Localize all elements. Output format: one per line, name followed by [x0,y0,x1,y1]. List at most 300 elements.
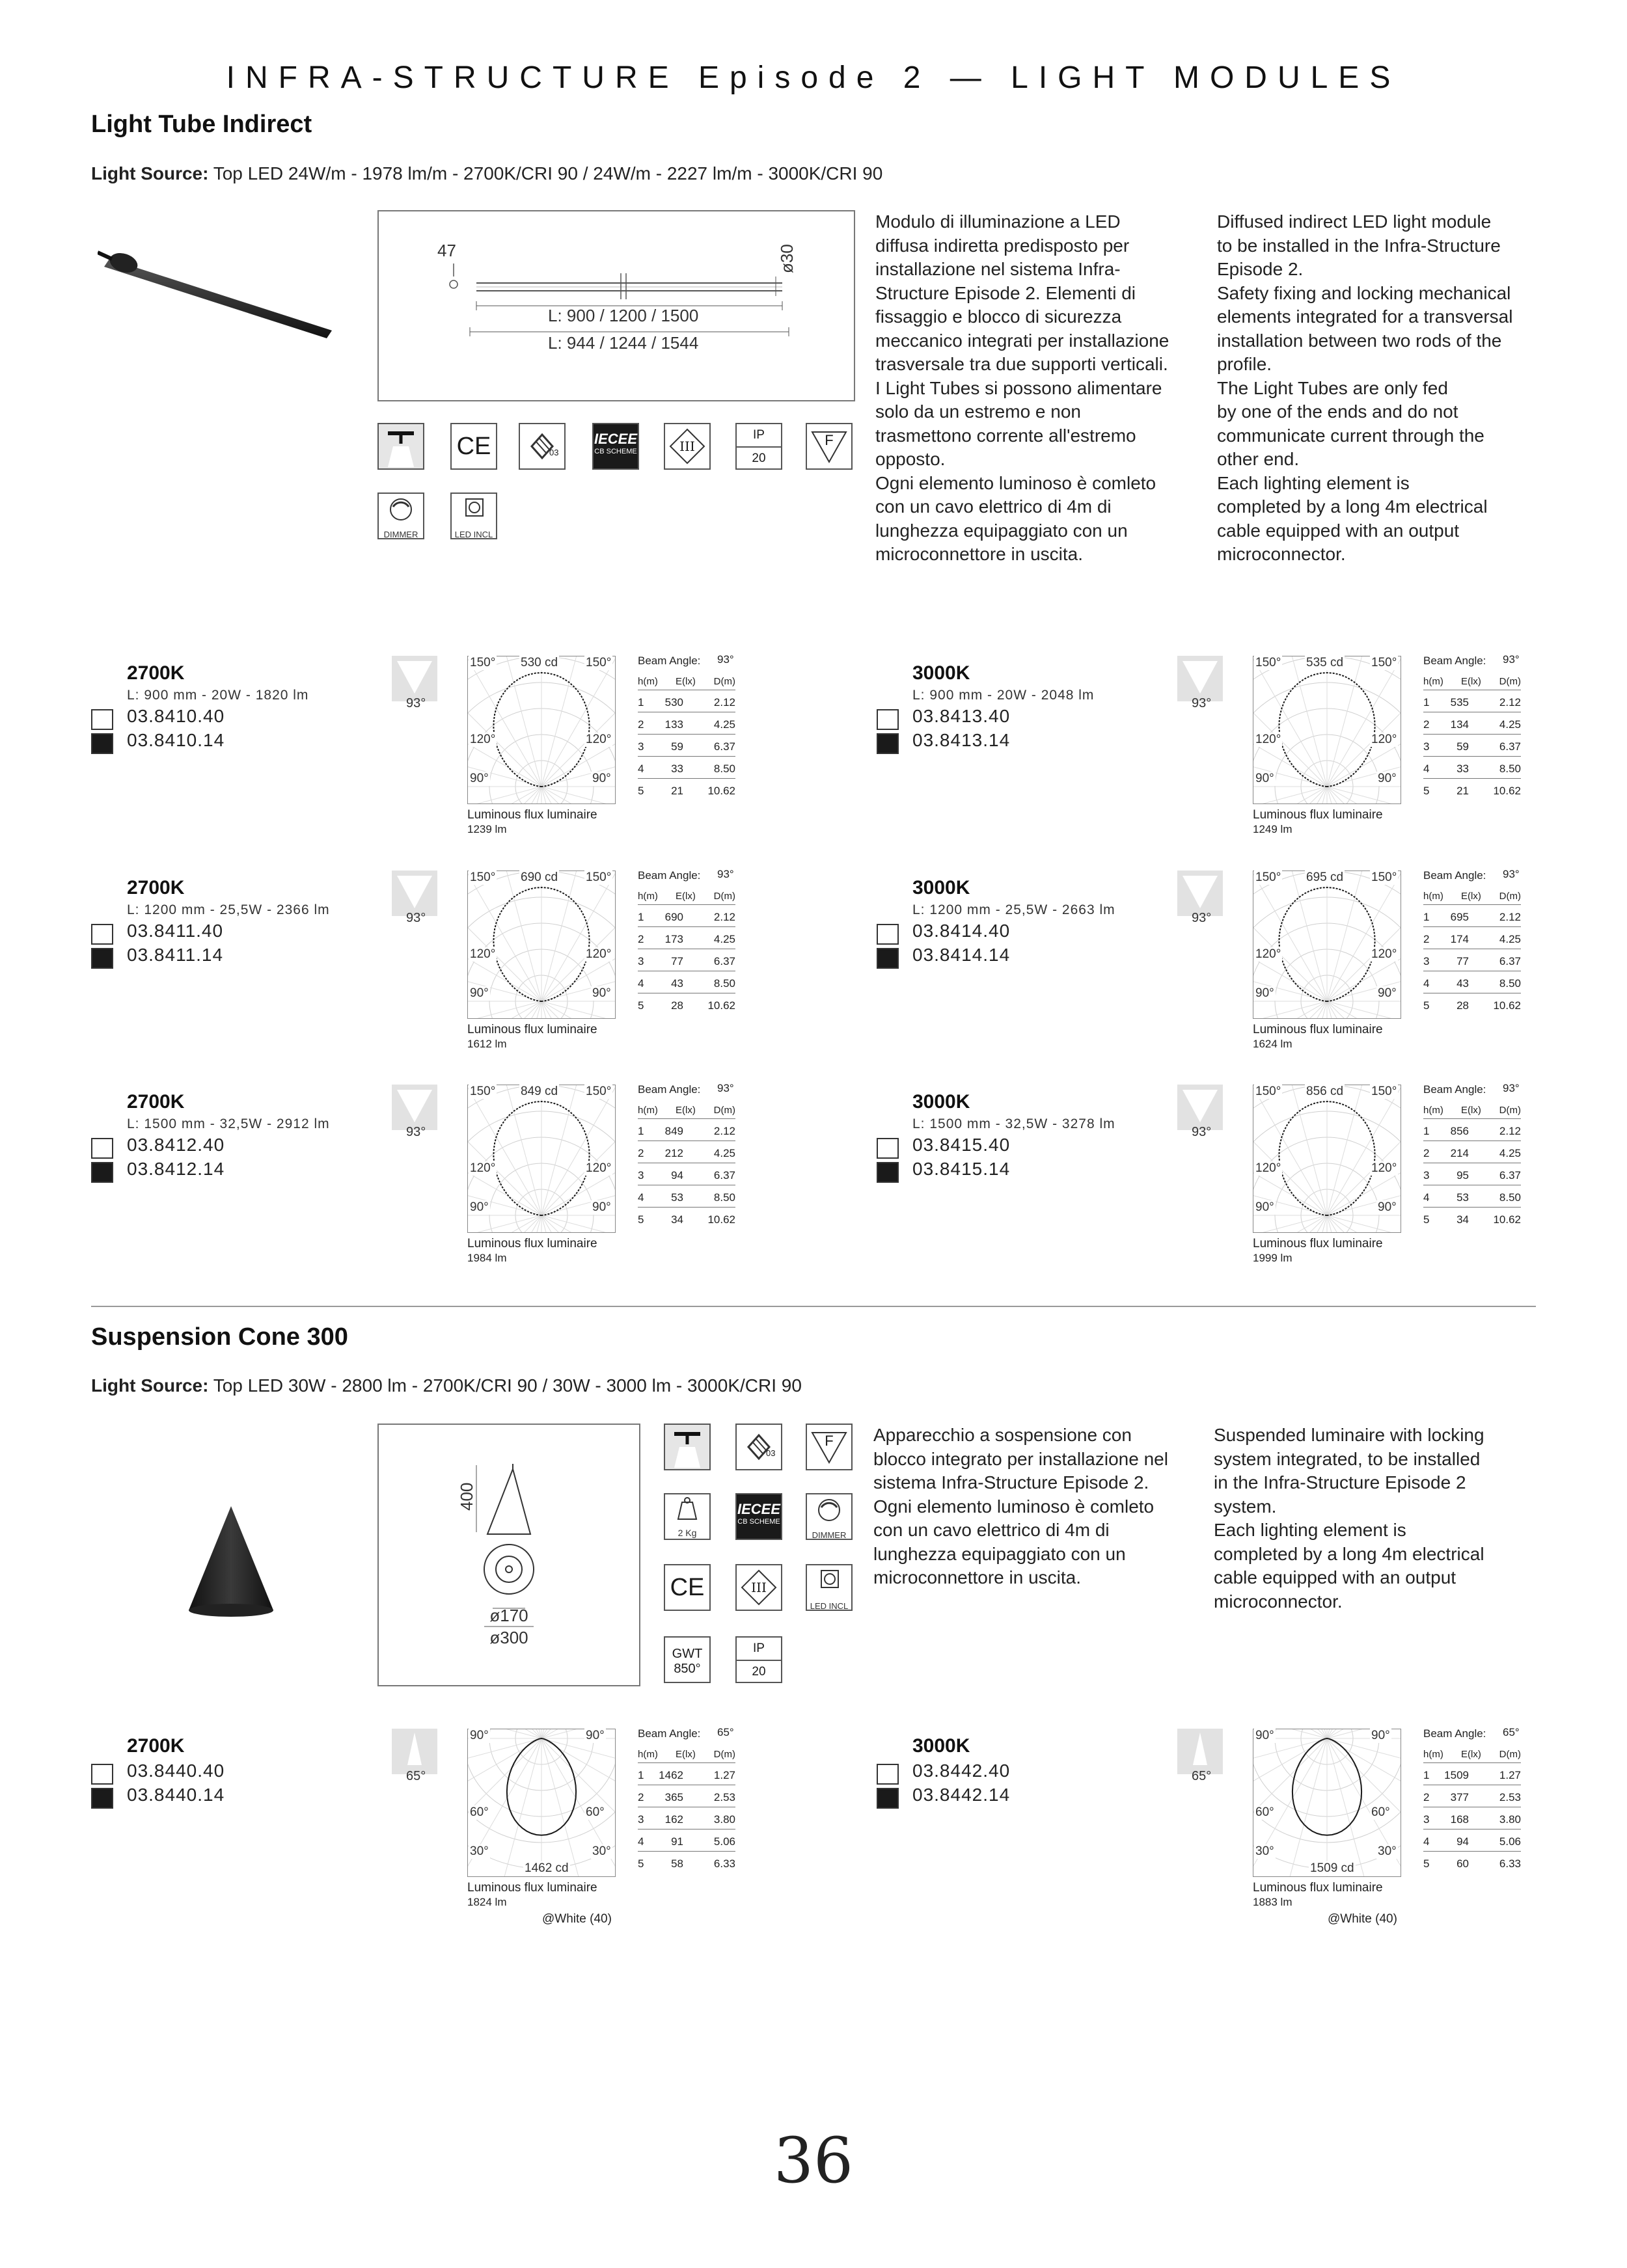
candela-value: 535 cd [1306,656,1344,669]
polar-angle-top-left: 150° [1255,1085,1281,1098]
spec-text: L: 1200 mm - 25,5W - 2366 lm [127,902,330,917]
height-cell: 5 [638,999,644,1012]
illuminance-cell: 377 [1450,1791,1469,1803]
illuminance-cell: 365 [664,1791,683,1803]
black-finish-swatch [877,1162,899,1183]
suspension-mount-icon [377,423,424,470]
beam-angle-value: 93° [717,868,734,880]
luminous-flux-value: 1249 lm [1253,823,1292,835]
polar-angle-top-right: 90° [1371,1729,1390,1742]
photometric-table [638,668,735,804]
black-finish-swatch [91,1788,113,1809]
height-cell: 2 [1423,1791,1430,1803]
diameter-cell: 8.50 [713,1191,735,1204]
height-cell: 2 [1423,1147,1430,1159]
tube-light-source: Light Source: Top LED 24W/m - 1978 lm/m - 2700K/CRI 90 / 24W/m - 2227 lm/m - 3000K/CRI 90 [91,163,883,183]
diameter-cell: 10.62 [1493,999,1521,1012]
diameter-cell: 4.25 [713,1147,735,1159]
kelvin-label: 3000K [912,877,970,898]
table-row [638,1185,735,1208]
black-finish-swatch [91,948,113,969]
beam-icon-value: 93° [406,911,426,925]
photometric-table-header [638,668,735,690]
black-finish-swatch [877,948,899,969]
diameter-cell: 10.62 [707,999,735,1012]
page-title: INFRA-STRUCTURE Episode 2 — LIGHT MODULES [226,61,1401,95]
white-finish-swatch [91,1764,113,1785]
polar-angle-mid-left: 60° [1255,1805,1274,1819]
cone-ip-rating-icon: IP 20 [735,1636,782,1683]
candela-value: 690 cd [521,871,558,884]
cone-technical-drawing [377,1424,640,1686]
illuminance-cell: 530 [664,696,683,709]
candela-value: 856 cd [1306,1085,1344,1098]
height-cell: 3 [638,1813,644,1826]
polar-angle-mid-right: 120° [586,733,612,746]
diameter-cell: 10.62 [707,1213,735,1226]
table-row [638,993,735,1015]
height-cell: 4 [638,763,644,775]
height-cell: 5 [638,1213,644,1226]
photometric-table-header [638,1096,735,1119]
diameter-cell: 4.25 [1499,718,1521,731]
luminous-flux-value: 1883 lm [1253,1896,1292,1908]
table-row [638,756,735,779]
tube-length-dim-2: L: 944 / 1244 / 1544 [548,333,699,353]
table-row [1423,712,1521,735]
height-cell: 1 [1423,911,1430,923]
table-row [638,1163,735,1185]
height-cell: 5 [638,785,644,797]
height-cell: 1 [638,1125,644,1137]
polar-angle-mid-right: 60° [1371,1805,1390,1819]
height-cell: 3 [1423,740,1430,753]
photometric-table [1423,882,1521,1019]
table-header-cell: E(lx) [1461,891,1481,902]
table-header-cell: h(m) [638,891,658,902]
polar-angle-top-left: 150° [1255,871,1281,884]
height-cell: 4 [638,1191,644,1204]
weight-icon: 2 Kg [664,1493,711,1540]
polar-angle-top-right: 150° [586,656,612,669]
diameter-cell: 8.50 [713,763,735,775]
diameter-cell: 8.50 [713,977,735,990]
illuminance-cell: 59 [671,740,683,753]
table-header-cell: h(m) [1423,1749,1443,1760]
kelvin-label: 2700K [127,1735,185,1757]
luminous-flux-label: Luminous flux luminaire [1253,1881,1383,1895]
diameter-cell: 6.37 [1499,955,1521,967]
diameter-cell: 8.50 [1499,1191,1521,1204]
diameter-cell: 3.80 [1499,1813,1521,1826]
illuminance-cell: 535 [1450,696,1469,709]
product-code-black: 03.8414.14 [912,945,1011,965]
polar-angle-bottom-right: 90° [1378,1200,1397,1214]
table-row [638,1762,735,1785]
table-header-cell: h(m) [1423,1105,1443,1116]
polar-angle-top-right: 150° [1371,656,1397,669]
kelvin-label: 3000K [912,1735,970,1757]
illuminance-cell: 849 [664,1125,683,1137]
led-incl-icon: LED INCL [450,493,497,539]
table-header-cell: E(lx) [1461,1105,1481,1116]
beam-angle-label: Beam Angle: [638,655,701,667]
table-row [638,1829,735,1852]
cone-dimmer-icon: DIMMER [806,1493,853,1540]
candela-value: 849 cd [521,1085,558,1098]
illuminance-cell: 94 [1456,1835,1469,1848]
luminous-flux-value: 1824 lm [467,1896,507,1908]
polar-angle-mid-left: 60° [470,1805,489,1819]
illuminance-cell: 168 [1450,1813,1469,1826]
illuminance-cell: 77 [1456,955,1469,967]
table-row [1423,1807,1521,1829]
table-row [638,1141,735,1163]
table-row [1423,734,1521,757]
tube-diameter-dim: ø30 [777,244,797,273]
table-header-cell: D(m) [713,891,735,902]
illuminance-cell: 162 [664,1813,683,1826]
kelvin-label: 2700K [127,877,185,898]
illuminance-cell: 43 [1456,977,1469,990]
diameter-cell: 4.25 [713,718,735,731]
spec-text: L: 1500 mm - 32,5W - 3278 lm [912,1116,1115,1131]
table-row [1423,1785,1521,1807]
luminous-flux-label: Luminous flux luminaire [1253,1237,1383,1250]
table-row [1423,1163,1521,1185]
polar-angle-bottom-right: 30° [592,1844,611,1858]
beam-angle-value: 93° [1503,653,1520,666]
table-header-cell: E(lx) [676,676,696,687]
ce-mark-icon: CE [450,423,497,470]
beam-angle-label: Beam Angle: [1423,1727,1486,1740]
beam-angle-icon [1177,871,1223,916]
product-code-white: 03.8410.40 [127,706,225,726]
diameter-cell: 4.25 [713,933,735,945]
kelvin-label: 2700K [127,662,185,684]
product-code-white: 03.8412.40 [127,1135,225,1155]
table-row [1423,1118,1521,1141]
polar-angle-mid-left: 120° [470,1161,496,1175]
black-finish-swatch [91,733,113,754]
table-header-cell: D(m) [1499,1105,1521,1116]
polar-angle-top-right: 150° [1371,871,1397,884]
illuminance-cell: 28 [671,999,683,1012]
beam-icon-value: 65° [1192,1769,1212,1783]
beam-angle-label: Beam Angle: [1423,655,1486,667]
diameter-cell: 6.37 [713,1169,735,1181]
table-row [1423,778,1521,800]
beam-angle-icon [392,1729,437,1774]
illuminance-cell: 174 [1450,933,1469,945]
luminous-flux-value: 1239 lm [467,823,507,835]
cone-diameter-dim-2: ø300 [489,1628,528,1647]
candela-value: 695 cd [1306,871,1344,884]
diameter-cell: 2.12 [713,1125,735,1137]
illuminance-cell: 34 [1456,1213,1469,1226]
beam-icon-value: 93° [1192,1125,1212,1139]
height-cell: 4 [1423,1191,1430,1204]
illuminance-cell: 95 [1456,1169,1469,1181]
beam-icon-value: 93° [1192,696,1212,710]
beam-angle-icon [1177,1729,1223,1774]
beam-cone-icon [392,1085,437,1130]
kelvin-label: 3000K [912,662,970,684]
table-row [1423,926,1521,949]
illuminance-cell: 134 [1450,718,1469,731]
product-code-black: 03.8410.14 [127,730,225,750]
height-cell: 5 [638,1857,644,1870]
diameter-cell: 6.37 [1499,740,1521,753]
height-cell: 2 [638,1147,644,1159]
polar-angle-bottom-right: 90° [592,1200,611,1214]
cone-diameter-dim-1: ø170 [489,1606,528,1625]
tube-description-en: Diffused indirect LED light module to be installed in the Infra-Structure Episode 2. Safety fixing and locking mechanical elements integrated for a transversal installation between two rods of the profile. The Light Tubes are only fed by one of the ends and do not communicate current through the other end. Each lighting element is completed by a long 4m electrical cable equipped with an output microconnector. [1217,211,1513,564]
white-finish-swatch [877,1138,899,1159]
polar-angle-bottom-left: 90° [1255,1200,1274,1214]
candela-value: 530 cd [521,656,558,669]
illuminance-cell: 28 [1456,999,1469,1012]
photometric-table-header [638,1740,735,1763]
beam-icon-value: 93° [1192,911,1212,925]
beam-angle-label: Beam Angle: [638,1727,701,1740]
beam-icon-value: 93° [406,696,426,710]
beam-icon-value: 93° [406,1125,426,1139]
polar-angle-mid-right: 120° [1371,1161,1397,1175]
table-row [638,1785,735,1807]
table-header-cell: h(m) [1423,676,1443,687]
height-cell: 3 [638,740,644,753]
height-cell: 5 [1423,1857,1430,1870]
kelvin-label: 3000K [912,1091,970,1113]
polar-angle-mid-right: 120° [586,1161,612,1175]
luminous-flux-label: Luminous flux luminaire [467,1023,597,1036]
luminous-flux-value: 1612 lm [467,1038,507,1050]
white-finish-swatch [877,924,899,945]
photometric-table [1423,668,1521,804]
photometric-table [1423,1740,1521,1877]
product-code-white: 03.8415.40 [912,1135,1011,1155]
product-code-white: 03.8440.40 [127,1761,225,1781]
height-cell: 3 [1423,1169,1430,1181]
height-cell: 4 [638,977,644,990]
table-row [1423,1851,1521,1873]
photometric-table-header [1423,1096,1521,1119]
white-note: @White (40) [542,1912,612,1926]
table-row [1423,1207,1521,1229]
height-cell: 4 [638,1835,644,1848]
height-cell: 1 [1423,1125,1430,1137]
ip-rating-icon: IP 20 [735,423,782,470]
cone-ce-mark-icon: CE [664,1564,711,1611]
photometric-table-header [1423,668,1521,690]
polar-angle-bottom-right: 90° [592,772,611,785]
height-cell: 5 [1423,1213,1430,1226]
height-cell: 2 [638,718,644,731]
spec-text: L: 900 mm - 20W - 2048 lm [912,688,1095,703]
beam-angle-icon [1177,656,1223,701]
photometric-table [638,882,735,1019]
table-row [638,926,735,949]
polar-angle-mid-left: 120° [470,947,496,961]
table-row [1423,1762,1521,1785]
enec-mark-icon: 03 [519,423,566,470]
tube-height-dim: 47 [437,241,456,260]
height-cell: 3 [638,955,644,967]
height-cell: 5 [1423,785,1430,797]
illuminance-cell: 43 [671,977,683,990]
height-cell: 1 [638,1769,644,1781]
white-finish-swatch [877,1764,899,1785]
diameter-cell: 2.12 [1499,911,1521,923]
dimmer-icon: DIMMER [377,493,424,539]
diameter-cell: 10.62 [1493,785,1521,797]
polar-angle-bottom-right: 90° [1378,772,1397,785]
polar-angle-mid-left: 120° [1255,1161,1281,1175]
beam-cone-icon [392,1729,437,1774]
diameter-cell: 2.53 [1499,1791,1521,1803]
table-header-cell: D(m) [713,1105,735,1116]
table-header-cell: D(m) [713,1749,735,1760]
table-row [638,690,735,712]
tube-technical-drawing [377,210,855,401]
table-row [1423,993,1521,1015]
luminous-flux-label: Luminous flux luminaire [467,1237,597,1250]
beam-cone-icon [392,871,437,916]
illuminance-cell: 34 [671,1213,683,1226]
diameter-cell: 6.37 [1499,1169,1521,1181]
illuminance-cell: 173 [664,933,683,945]
polar-angle-top-right: 90° [586,1729,605,1742]
diameter-cell: 2.12 [713,696,735,709]
product-code-black: 03.8413.14 [912,730,1011,750]
height-cell: 3 [1423,955,1430,967]
height-cell: 4 [1423,977,1430,990]
polar-angle-top-right: 150° [586,1085,612,1098]
diameter-cell: 6.37 [713,955,735,967]
f-mark-icon: F [806,423,853,470]
table-header-cell: h(m) [638,676,658,687]
photometric-table-header [1423,1740,1521,1763]
polar-angle-mid-left: 120° [1255,947,1281,961]
beam-cone-icon [1177,656,1223,701]
illuminance-cell: 1462 [659,1769,683,1781]
product-code-white: 03.8414.40 [912,921,1011,941]
table-row [638,904,735,927]
cone-suspension-mount-icon [664,1424,711,1470]
table-header-cell: h(m) [1423,891,1443,902]
height-cell: 1 [638,911,644,923]
beam-angle-value: 93° [717,653,734,666]
diameter-cell: 6.33 [1499,1857,1521,1870]
table-row [1423,1185,1521,1208]
polar-angle-mid-left: 120° [470,733,496,746]
white-finish-swatch [91,709,113,730]
product-code-white: 03.8411.40 [127,921,224,941]
illuminance-cell: 212 [664,1147,683,1159]
kelvin-label: 2700K [127,1091,185,1113]
beam-angle-value: 93° [1503,1082,1520,1094]
cone-light-source: Light Source: Top LED 30W - 2800 lm - 2700K/CRI 90 / 30W - 3000 lm - 3000K/CRI 90 [91,1375,802,1396]
illuminance-cell: 21 [671,785,683,797]
beam-angle-icon [392,871,437,916]
polar-angle-top-left: 150° [470,656,496,669]
section-divider [91,1306,1536,1307]
illuminance-cell: 690 [664,911,683,923]
photometric-table [638,1740,735,1877]
white-finish-swatch [877,709,899,730]
diameter-cell: 2.12 [1499,696,1521,709]
illuminance-cell: 33 [1456,763,1469,775]
table-header-cell: D(m) [1499,676,1521,687]
table-header-cell: h(m) [638,1749,658,1760]
white-finish-swatch [91,1138,113,1159]
table-header-cell: E(lx) [1461,1749,1481,1760]
beam-cone-icon [1177,1085,1223,1130]
cone-led-incl-icon: LED INCL [806,1564,853,1611]
cone-class-iii-icon: III [735,1564,782,1611]
diameter-cell: 6.37 [713,740,735,753]
table-row [638,949,735,971]
height-cell: 1 [1423,1769,1430,1781]
product-code-black: 03.8412.14 [127,1159,225,1179]
polar-angle-bottom-left: 90° [470,1200,489,1214]
polar-angle-top-right: 150° [1371,1085,1397,1098]
polar-angle-bottom-right: 90° [592,986,611,1000]
diameter-cell: 3.80 [713,1813,735,1826]
polar-angle-top-left: 90° [470,1729,489,1742]
polar-angle-bottom-right: 30° [1378,1844,1397,1858]
iecee-mark-icon: IECEE CB SCHEME [592,423,639,470]
height-cell: 1 [1423,696,1430,709]
table-header-cell: E(lx) [676,1749,696,1760]
beam-cone-icon [1177,1729,1223,1774]
luminous-flux-label: Luminous flux luminaire [1253,808,1383,822]
diameter-cell: 10.62 [707,785,735,797]
beam-angle-label: Beam Angle: [638,869,701,882]
table-row [638,734,735,757]
class-iii-icon: III [664,423,711,470]
diameter-cell: 4.25 [1499,1147,1521,1159]
illuminance-cell: 91 [671,1835,683,1848]
illuminance-cell: 214 [1450,1147,1469,1159]
diameter-cell: 2.53 [713,1791,735,1803]
product-code-black: 03.8411.14 [127,945,224,965]
luminous-flux-value: 1624 lm [1253,1038,1292,1050]
page-number: 36 [773,2124,854,2197]
cone-enec-mark-icon: 03 [735,1424,782,1470]
table-row [638,712,735,735]
table-header-cell: D(m) [713,676,735,687]
table-row [638,1118,735,1141]
beam-angle-icon [1177,1085,1223,1130]
height-cell: 5 [1423,999,1430,1012]
section-title-tube: Light Tube Indirect [91,111,312,138]
beam-angle-label: Beam Angle: [1423,1083,1486,1096]
illuminance-cell: 77 [671,955,683,967]
spec-text: L: 1500 mm - 32,5W - 2912 lm [127,1116,330,1131]
polar-angle-top-left: 150° [470,871,496,884]
diameter-cell: 10.62 [1493,1213,1521,1226]
polar-angle-top-right: 150° [586,871,612,884]
tube-description-it: Modulo di illuminazione a LED diffusa indiretta predisposto per installazione nel sistema Infra- Structure Episode 2. Elementi di fissaggio e blocco di sicurezza meccanico integrati per installazione trasversale tra due supporti verticali. I Light Tubes si possono alimentare solo da un estremo e non trasmettono corrente all'estremo opposto. Ogni elemento luminoso è comleto con un cavo elettrico di 4m di lunghezza equipaggiato con un microconnettore in uscita. [875,211,1169,564]
luminous-flux-label: Luminous flux luminaire [467,808,597,822]
cone-description-it: Apparecchio a sospensione con blocco integrato per installazione nel sistema Infra-Structure Episode 2. Ogni elemento luminoso è comleto con un cavo elettrico di 4m di lunghezza equipaggiato con un microconnettore in uscita. [873,1425,1168,1587]
black-finish-swatch [877,733,899,754]
beam-angle-value: 65° [1503,1726,1520,1738]
white-finish-swatch [91,924,113,945]
polar-angle-top-left: 150° [470,1085,496,1098]
